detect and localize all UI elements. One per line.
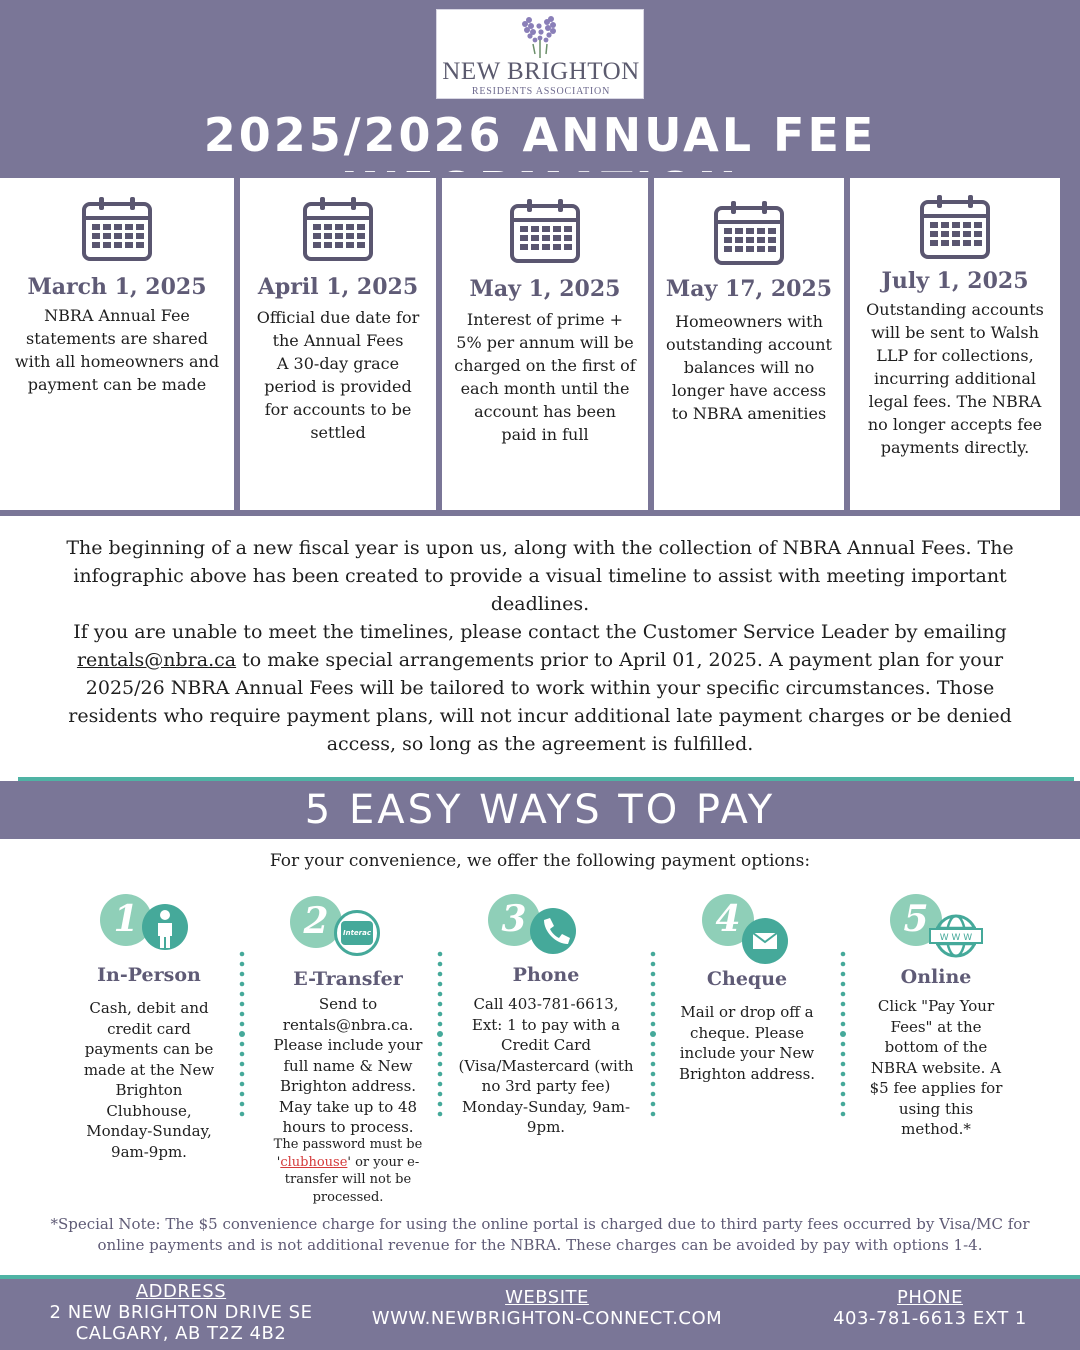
calendar-icon: [713, 200, 785, 266]
password-link[interactable]: clubhouse: [280, 1154, 348, 1170]
page-title: 2025/2026 ANNUAL FEE: [203, 108, 877, 162]
footer-website: [350, 1287, 744, 1329]
pay-subtitle: For your convenience, we offer the following payment options:: [269, 851, 811, 871]
globe-icon: [928, 914, 984, 958]
address-line: 2 NEW BRIGHTON DRIVE SE: [49, 1302, 313, 1323]
address-label: ADDRESS: [135, 1281, 227, 1302]
timeline-text: Homeowners with outstanding account balances will no longer have access to NBRA amenities: [666, 312, 832, 423]
option-number: 5: [890, 894, 942, 946]
timeline-text: NBRA Annual Fee statements are shared with all homeowners and payment can be made: [14, 306, 220, 394]
address-line: CALGARY, AB T2Z 4B2: [75, 1323, 287, 1344]
footer-phone: [810, 1287, 1050, 1329]
timeline: [0, 172, 1080, 516]
note-text: ' or your e-transfer will not be processed.: [284, 1154, 420, 1205]
calendar-icon: [509, 198, 581, 264]
timeline-date: March 1, 2025: [27, 274, 207, 300]
dotted-divider: [436, 950, 444, 1122]
option-note: [268, 1136, 428, 1206]
email-link[interactable]: rentals@nbra.ca: [76, 649, 237, 671]
dotted-divider: [839, 950, 847, 1122]
dotted-divider: [238, 950, 246, 1122]
lilac-flower-icon: [511, 14, 571, 58]
www-label: W W W: [939, 933, 973, 943]
phone-icon: [530, 908, 576, 954]
calendar-icon: [919, 194, 991, 260]
intro-text-part: to make special arrangements prior to April 01, 2025. A payment plan for your 2025/26 NBRA Annual Fees will be tailored to work within your specific circumstances. Those residents who require payment plans, will not incur additional late payment charges or be denied access, so long as the agreement is fulfilled.: [68, 649, 1012, 755]
intro-paragraph: [40, 618, 1040, 758]
option-text: Call 403-781-6613, Ext: 1 to pay with a Credit Card (Visa/Mastercard (with no 3rd party fee) Monday-Sunday, 9am-9pm.: [458, 995, 634, 1136]
intro-text: [40, 534, 1040, 758]
timeline-item: [850, 178, 1060, 510]
special-note: *Special Note: The $5 convenience charge for using the online portal is charged due to third party fees occurred by Visa/MC for online payments and is not additional revenue for the NBRA. These charges can be avoided by pay with options 1-4.: [50, 1215, 1030, 1254]
option-text: Cash, debit and credit card payments can be made at the New Brighton Clubhouse, Monday-Sunday, 9am-9pm.: [83, 999, 215, 1161]
timeline-text: Outstanding accounts will be sent to Walsh LLP for collections, incurring additional legal fees. The NBRA no longer accepts fee payments directly.: [866, 300, 1044, 457]
nbra-logo: [436, 9, 644, 99]
timeline-text: Official due date for the Annual Fees A 30-day grace period is provided for accounts to be settled: [256, 308, 420, 442]
intro-text-part: If you are unable to meet the timelines, please contact the Customer Service Leader by emailing: [73, 621, 1007, 643]
logo-subtitle: RESIDENTS ASSOCIATION: [471, 86, 611, 97]
option-title: E-Transfer: [293, 968, 403, 990]
dotted-divider: [649, 950, 657, 1122]
phone-number[interactable]: 403-781-6613 EXT 1: [833, 1308, 1027, 1329]
timeline-item: [442, 178, 648, 510]
website-label: WEBSITE: [505, 1287, 589, 1308]
option-title: In-Person: [97, 964, 201, 986]
option-title: Cheque: [706, 968, 788, 990]
calendar-icon: [81, 196, 153, 262]
option-number: 4: [702, 894, 754, 946]
footer: [0, 1279, 1080, 1350]
option-text: Click "Pay Your Fees" at the bottom of the NBRA website. A $5 fee applies for using this method.*: [869, 997, 1003, 1138]
option-title: Online: [900, 966, 972, 988]
logo-name: NEW BRIGHTON: [442, 58, 640, 85]
timeline-text: Interest of prime + 5% per annum will be charged on the first of each month until the account has been paid in full: [454, 310, 636, 444]
note-text: The password must be ': [273, 1137, 423, 1170]
option-number: 2: [290, 896, 342, 948]
option-number: 3: [488, 894, 540, 946]
timeline-item: [654, 178, 844, 510]
intro-paragraph: The beginning of a new fiscal year is upon us, along with the collection of NBRA Annual Fees. The infographic above has been created to provide a visual timeline to assist with meeting important deadlines.: [66, 537, 1014, 615]
option-title: Phone: [512, 964, 580, 986]
timeline-date: April 1, 2025: [257, 274, 419, 300]
interac-icon: [334, 910, 380, 956]
envelope-icon: [742, 918, 788, 964]
timeline-item: [240, 178, 436, 510]
interac-label: Interac: [341, 921, 373, 945]
pay-title: 5 EASY WAYS TO PAY: [304, 787, 776, 833]
calendar-icon: [302, 196, 374, 262]
option-text: Send to rentals@nbra.ca. Please include your full name & New Brighton address. May take up to 48 hours to process.: [273, 995, 423, 1136]
option-number: 1: [100, 894, 152, 946]
timeline-date: July 1, 2025: [881, 268, 1029, 294]
phone-label: PHONE: [897, 1287, 963, 1308]
option-text: Mail or drop off a cheque. Please include your New Brighton address.: [678, 1003, 816, 1083]
person-icon: [142, 904, 188, 950]
timeline-item: [0, 178, 234, 510]
timeline-date: May 1, 2025: [469, 276, 621, 302]
footer-address: [30, 1281, 332, 1344]
website-link[interactable]: WWW.NEWBRIGHTON-CONNECT.COM: [371, 1308, 723, 1329]
timeline-date: May 17, 2025: [665, 276, 833, 302]
